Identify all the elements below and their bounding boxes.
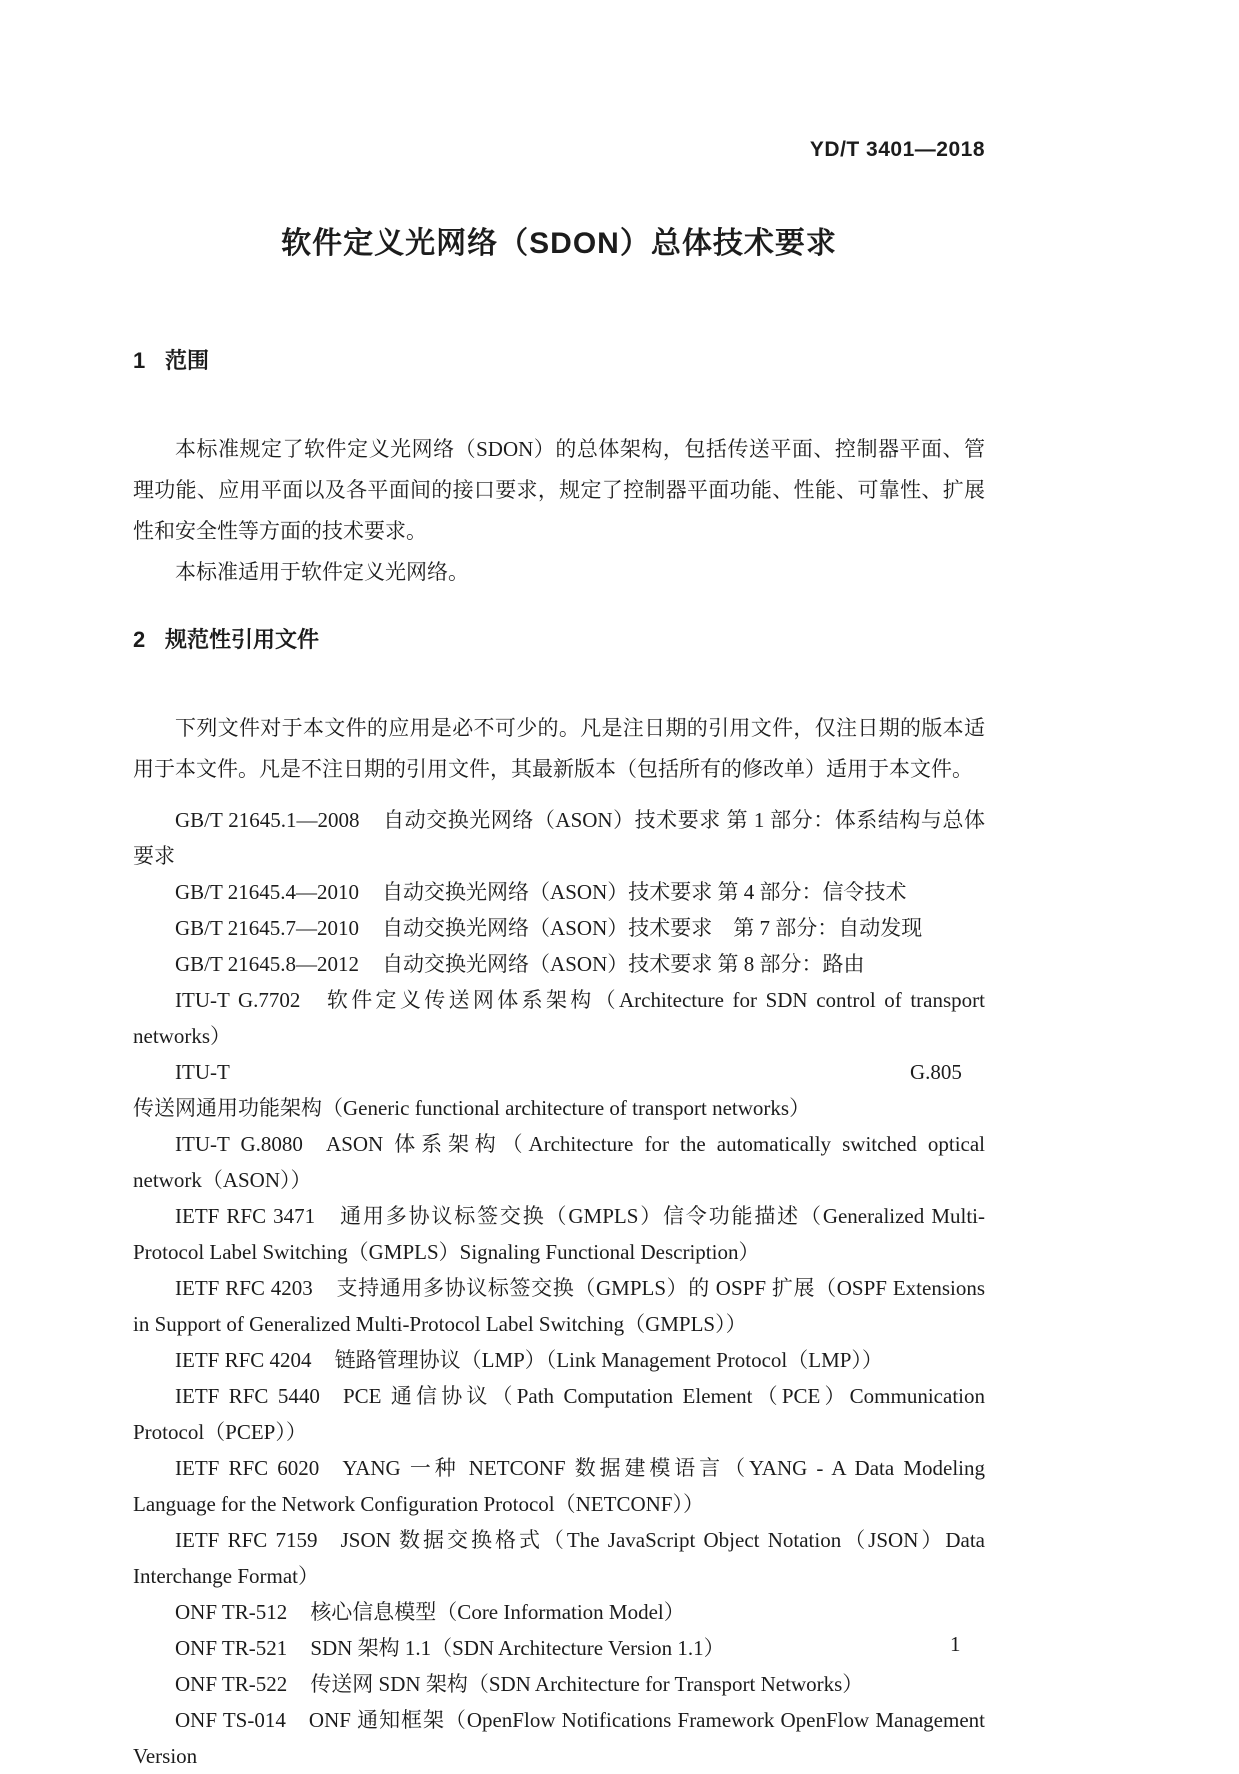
reference-desc: 支持通用多协议标签交换（GMPLS）的 OSPF 扩展（OSPF Extensions in Support of Generalized Multi-Protocol Label Switching（GMPLS）） — [133, 1276, 985, 1336]
reference-code: ONF TR-521 — [175, 1636, 288, 1660]
references-list — [133, 802, 985, 1774]
section-1-heading — [133, 344, 985, 375]
reference-code: ONF TR-512 — [175, 1600, 288, 1624]
reference-desc: 核心信息模型（Core Information Model） — [310, 1600, 685, 1624]
reference-desc: 软件定义传送网体系架构（Architecture for SDN control of transport networks） — [133, 988, 985, 1048]
reference-item — [133, 910, 985, 946]
section-2-title: 规范性引用文件 — [165, 627, 320, 652]
reference-item — [133, 1594, 985, 1630]
reference-item — [133, 1702, 985, 1774]
reference-desc: 自动交换光网络（ASON）技术要求 第 8 部分：路由 — [382, 952, 865, 976]
reference-code: ONF TS-014 — [175, 1708, 286, 1732]
reference-item — [133, 1450, 985, 1522]
reference-item — [133, 1522, 985, 1594]
reference-item — [133, 1270, 985, 1342]
page-number: 1 — [950, 1632, 961, 1656]
reference-desc: 传送网 SDN 架构（SDN Architecture for Transport Networks） — [310, 1672, 864, 1696]
reference-item — [133, 1126, 985, 1198]
reference-desc: 自动交换光网络（ASON）技术要求 第 4 部分：信令技术 — [382, 880, 907, 904]
reference-desc: 自动交换光网络（ASON）技术要求 第 1 部分：体系结构与总体要求 — [133, 808, 985, 868]
document-title: 软件定义光网络（SDON）总体技术要求 — [281, 227, 837, 260]
reference-code: IETF RFC 7159 — [175, 1528, 318, 1552]
reference-item — [133, 1378, 985, 1450]
reference-code: ITU-T G.805 — [175, 1060, 962, 1084]
references-intro: 下列文件对于本文件的应用是必不可少的。凡是注日期的引用文件，仅注日期的版本适用于本文件。凡是不注日期的引用文件，其最新版本（包括所有的修改单）适用于本文件。 — [133, 716, 985, 781]
reference-code: ONF TR-522 — [175, 1672, 288, 1696]
reference-code: GB/T 21645.7—2010 — [175, 916, 359, 940]
standard-code-header: YD/T 3401—2018 — [809, 138, 985, 161]
reference-item — [133, 1198, 985, 1270]
reference-desc: PCE 通信协议（Path Computation Element（PCE）Communication Protocol（PCEP）） — [133, 1384, 985, 1444]
reference-desc: 链路管理协议（LMP）（Link Management Protocol（LMP）） — [334, 1348, 883, 1372]
document-content — [133, 0, 985, 1774]
reference-code: GB/T 21645.8—2012 — [175, 952, 359, 976]
reference-code: GB/T 21645.4—2010 — [175, 880, 359, 904]
reference-desc: SDN 架构 1.1（SDN Architecture Version 1.1） — [310, 1636, 725, 1660]
section-1-title: 范围 — [165, 348, 210, 373]
reference-code: ITU-T G.7702 — [175, 988, 301, 1012]
reference-desc: 自动交换光网络（ASON）技术要求 第 7 部分：自动发现 — [382, 916, 923, 940]
reference-code: IETF RFC 3471 — [175, 1204, 316, 1228]
scope-paragraph-1: 本标准规定了软件定义光网络（SDON）的总体架构，包括传送平面、控制器平面、管理功能、应用平面以及各平面间的接口要求，规定了控制器平面功能、性能、可靠性、扩展性和安全性等方面的技术要求。 — [133, 437, 985, 543]
reference-desc: YANG 一种 NETCONF 数据建模语言（YANG - A Data Modeling Language for the Network Configuration Protocol（NETCONF）） — [133, 1456, 985, 1516]
section-2-heading — [133, 623, 985, 654]
section-1-number: 1 — [133, 348, 146, 373]
section-2-number: 2 — [133, 627, 146, 652]
reference-code: IETF RFC 4204 — [175, 1348, 312, 1372]
reference-code: GB/T 21645.1—2008 — [175, 808, 360, 832]
reference-desc: 传送网通用功能架构（Generic functional architecture of transport networks） — [133, 1096, 811, 1120]
reference-item — [133, 1630, 985, 1666]
reference-item — [133, 946, 985, 982]
reference-code: IETF RFC 5440 — [175, 1384, 320, 1408]
reference-item — [133, 1342, 985, 1378]
scope-paragraph-2: 本标准适用于软件定义光网络。 — [175, 560, 469, 584]
reference-code: ITU-T G.8080 — [175, 1132, 303, 1156]
reference-item — [133, 1666, 985, 1702]
reference-desc: JSON 数据交换格式（The JavaScript Object Notation（JSON）Data Interchange Format） — [133, 1528, 985, 1588]
reference-item — [133, 802, 985, 874]
reference-desc: ASON 体系架构（Architecture for the automatically switched optical network（ASON）） — [133, 1132, 986, 1192]
reference-item — [133, 874, 985, 910]
reference-desc: 通用多协议标签交换（GMPLS）信令功能描述（Generalized Multi-Protocol Label Switching（GMPLS）Signaling Functional Description） — [133, 1204, 986, 1264]
reference-item — [133, 982, 985, 1054]
reference-code: IETF RFC 6020 — [175, 1456, 320, 1480]
reference-desc: ONF 通知框架（OpenFlow Notifications Framework OpenFlow Management Version — [133, 1708, 985, 1768]
reference-item — [133, 1054, 985, 1126]
reference-code: IETF RFC 4203 — [175, 1276, 313, 1300]
